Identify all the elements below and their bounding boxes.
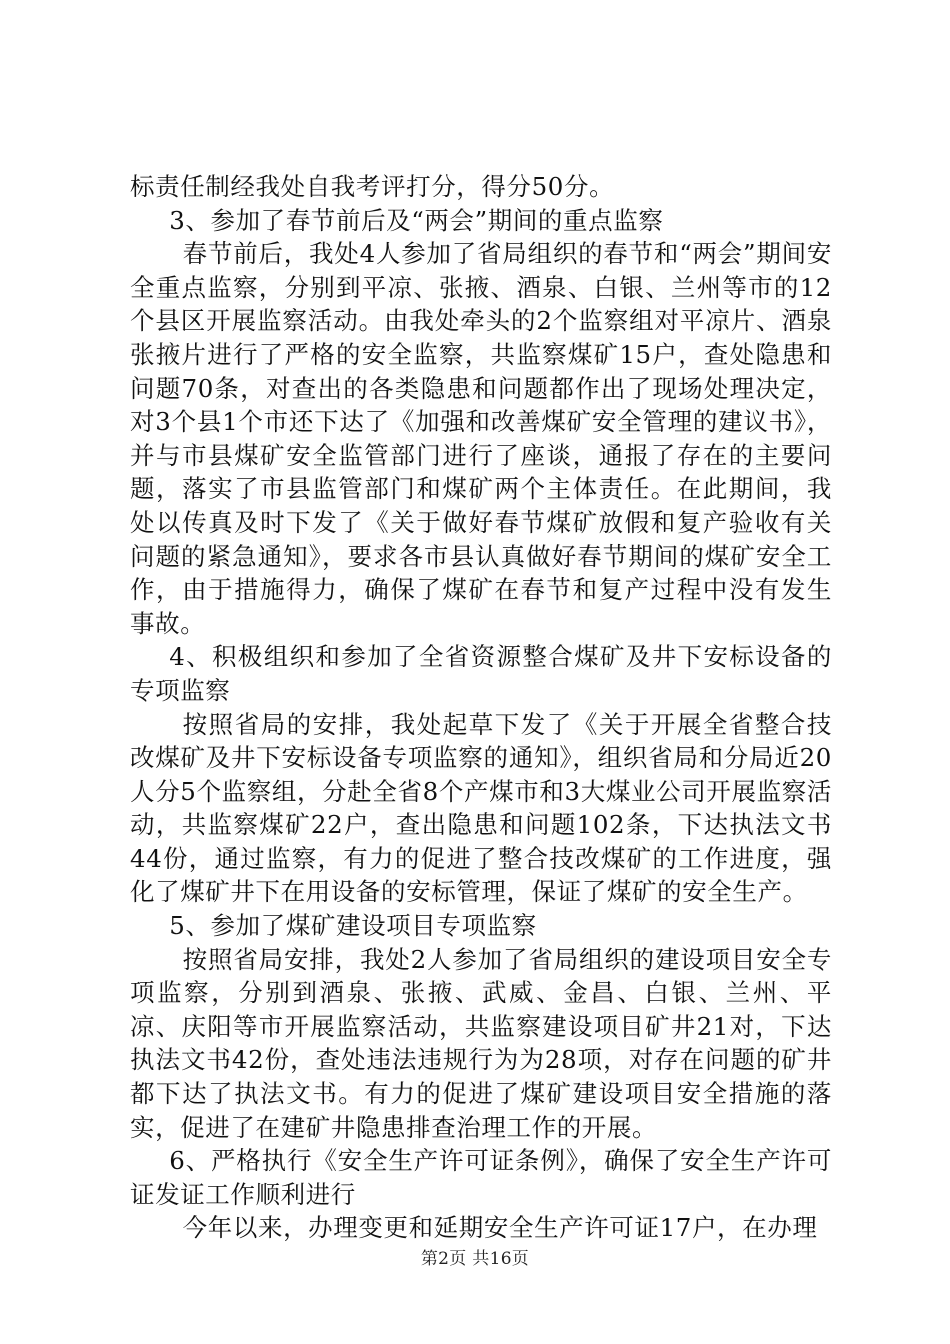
paragraph-resource-integration-inspection: 按照省局的安排，我处起草下发了《关于开展全省整合技改煤矿及井下安标设备专项监察的通知》，组织省局和分局近20人分5个监察组，分赴全省8个产煤市和3大煤业公司开展监察活动，共监察煤矿22户，查出隐患和问题102条，下达执法文书44份，通过监察，有力的促进了整合技改煤矿的工作进度，强化了煤矿井下在用设备的安标管理，保证了煤矿的安全生产。: [130, 709, 832, 907]
paragraph-spring-festival-inspection: 春节前后，我处4人参加了省局组织的春节和“两会”期间安全重点监察，分别到平凉、张掖、酒泉、白银、兰州等市的12个县区开展监察活动。由我处牵头的2个监察组对平凉片、酒泉张掖片进行了严格的安全监察，共监察煤矿15户，查处隐患和问题70条，对查出的各类隐患和问题都作出了现场处理决定，对3个县1个市还下达了《加强和改善煤矿安全管理的建议书》，并与市县煤矿安全监管部门进行了座谈，通报了存在的主要问题，落实了市县监管部门和煤矿两个主体责任。在此期间，我处以传真及时下发了《关于做好春节煤矿放假和复产验收有关问题的紧急通知》，要求各市县认真做好春节期间的煤矿安全工作，由于措施得力，确保了煤矿在春节和复产过程中没有发生事故。: [130, 239, 832, 638]
document-body: [130, 170, 832, 1245]
section-heading-3: 3、参加了春节前后及“两会”期间的重点监察: [169, 205, 664, 235]
paragraph-safety-permit: 今年以来，办理变更和延期安全生产许可证17户，在办理: [182, 1213, 818, 1243]
page-footer: [0, 1244, 950, 1269]
paragraph-construction-project-inspection: 按照省局安排，我处2人参加了省局组织的建设项目安全专项监察，分别到酒泉、张掖、武威、金昌、白银、兰州、平凉、庆阳等市开展监察活动，共监察建设项目矿井21对，下达执法文书42份，查处违法违规行为为28项，对存在问题的矿井都下达了执法文书。有力的促进了煤矿建设项目安全措施的落实，促进了在建矿井隐患排查治理工作的开展。: [130, 944, 832, 1142]
section-heading-6: 6、严格执行《安全生产许可证条例》，确保了安全生产许可证发证工作顺利进行: [130, 1146, 832, 1209]
section-heading-4: 4、积极组织和参加了全省资源整合煤矿及井下安标设备的专项监察: [130, 642, 832, 705]
paragraph-continuation: 标责任制经我处自我考评打分，得分50分。: [130, 172, 615, 201]
section-heading-5: 5、参加了煤矿建设项目专项监察: [169, 911, 537, 941]
page-number-label: 第2页 共16页: [420, 1249, 530, 1269]
